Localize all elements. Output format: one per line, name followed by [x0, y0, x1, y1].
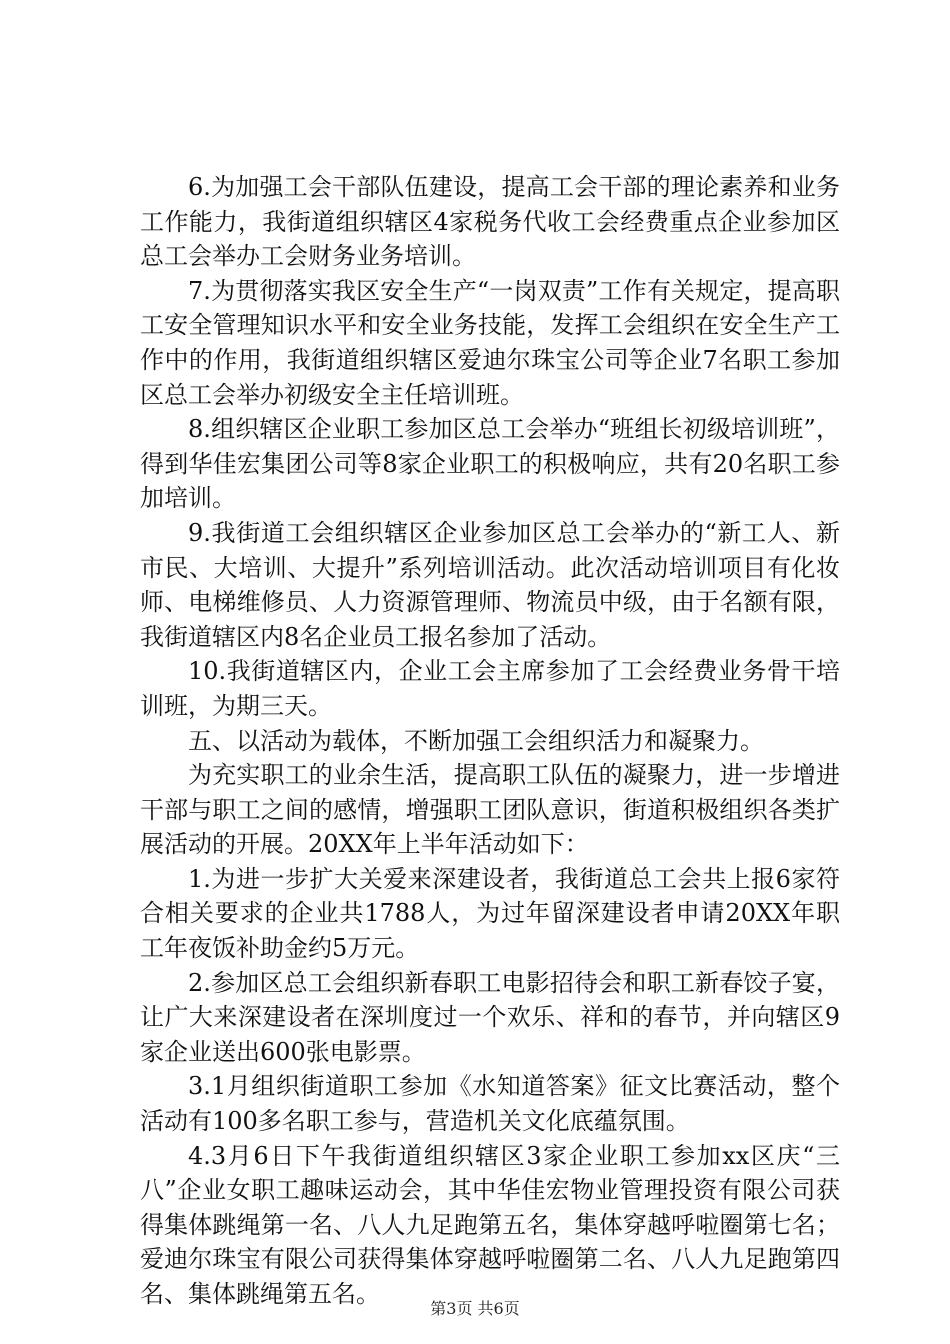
activity-item-1: 1.为进一步扩大关爱来深建设者，我街道总工会共上报6家符合相关要求的企业共1788人，为过年留深建设者申请20XX年职工年夜饭补助金约5万元。: [140, 864, 840, 963]
document-body: [140, 170, 840, 1312]
section-intro: 为充实职工的业余生活，提高职工队伍的凝聚力，进一步增进干部与职工之间的感情，增强职工团队意识，街道积极组织各类扩展活动的开展。20XX年上半年活动如下：: [140, 761, 840, 859]
paragraph-item-9: 9.我街道工会组织辖区企业参加区总工会举办的“新工人、新市民、大培训、大提升”系列培训活动。此次活动培训项目有化妆师、电梯维修员、人力资源管理师、物流员中级，由于名额有限，我街道辖区内8名企业员工报名参加了活动。: [140, 518, 840, 651]
paragraph-item-6: 6.为加强工会干部队伍建设，提高工会干部的理论素养和业务工作能力，我街道组织辖区4家税务代收工会经费重点企业参加区总工会举办工会财务业务培训。: [140, 173, 840, 271]
paragraph-item-10: 10.我街道辖区内，企业工会主席参加了工会经费业务骨干培训班，为期三天。: [140, 657, 840, 720]
section-heading-5: 五、以活动为载体，不断加强工会组织活力和凝聚力。: [188, 726, 764, 755]
page-footer: 第3页 共6页: [430, 1299, 520, 1318]
activity-item-2: 2.参加区总工会组织新春职工电影招待会和职工新春饺子宴，让广大来深建设者在深圳度过一个欢乐、祥和的春节，并向辖区9家企业送出600张电影票。: [140, 968, 840, 1066]
paragraph-item-8: 8.组织辖区企业职工参加区总工会举办“班组长初级培训班”，得到华佳宏集团公司等8家企业职工的积极响应，共有20名职工参加培训。: [140, 415, 840, 513]
activity-item-4: 4.3月6日下午我街道组织辖区3家企业职工参加xx区庆“三八”企业女职工趣味运动会，其中华佳宏物业管理投资有限公司获得集体跳绳第一名、八人九足跑第五名，集体穿越呼啦圈第七名；爱迪尔珠宝有限公司获得集体穿越呼啦圈第二名、八人九足跑第四名、集体跳绳第五名。: [140, 1141, 840, 1308]
paragraph-item-7: 7.为贯彻落实我区安全生产“一岗双责”工作有关规定，提高职工安全管理知识水平和安全业务技能，发挥工会组织在安全生产工作中的作用，我街道组织辖区爱迪尔珠宝公司等企业7名职工参加区总工会举办初级安全主任培训班。: [140, 276, 840, 409]
activity-item-3: 3.1月组织街道职工参加《水知道答案》征文比赛活动，整个活动有100多名职工参与，营造机关文化底蕴氛围。: [140, 1072, 840, 1136]
